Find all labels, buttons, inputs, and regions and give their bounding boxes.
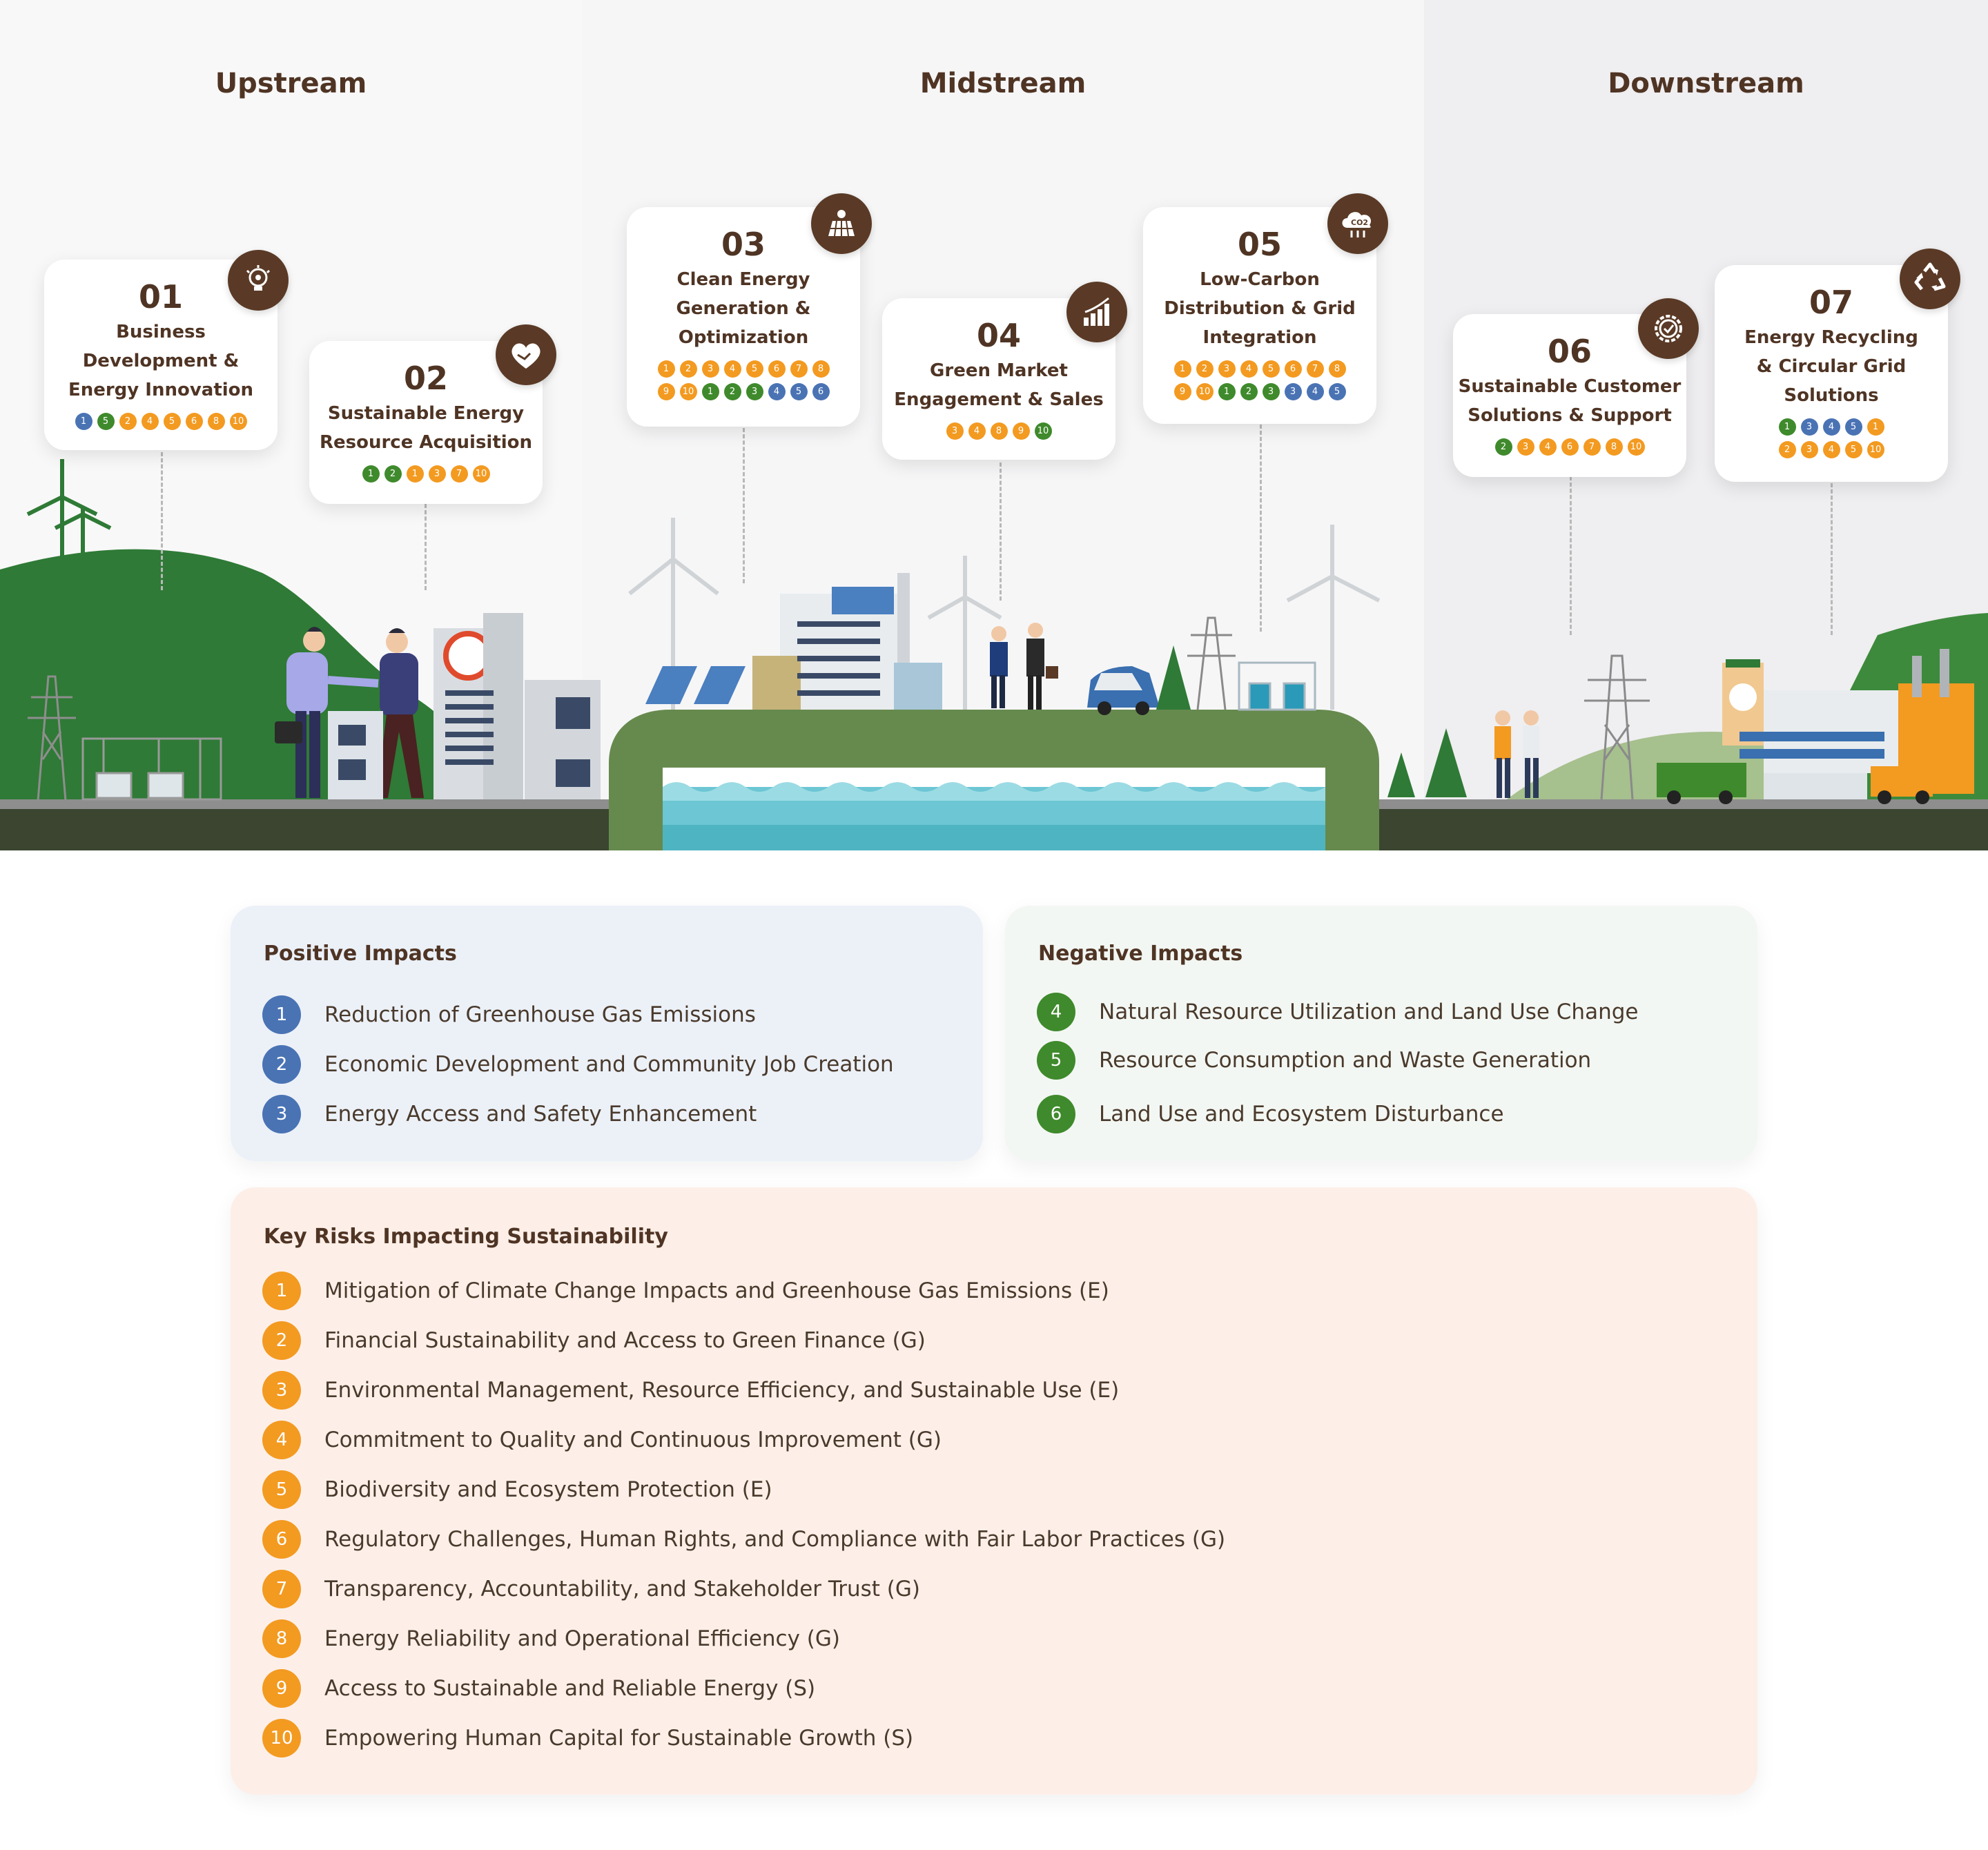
midstream-title: Midstream [919,68,1086,99]
connector-06 [1570,476,1572,635]
impact-dot-blue: 4 [1307,383,1324,400]
risk-item [262,1719,913,1758]
handshake-heart-icon [496,324,556,385]
impact-dot-orange: 6 [768,360,786,378]
stage-name: Sustainable Energy Resource Acquisition [319,403,533,453]
risk-item [262,1272,1109,1310]
risk-text: Environmental Management, Resource Efficiency, and Sustainable Use (E) [324,1378,1120,1403]
positive-text: Economic Development and Community Job Creation [324,1052,894,1077]
impact-dot-orange: 8 [1329,360,1346,378]
positive-text: Reduction of Greenhouse Gas Emissions [324,1002,756,1027]
risk-text: Empowering Human Capital for Sustainable Growth (S) [324,1726,914,1751]
impact-dot-green: 3 [746,383,763,400]
impact-dot-orange: 7 [790,360,808,378]
negative-item [1037,993,1638,1031]
risk-item [262,1520,1225,1559]
stage-number: 02 [403,360,448,397]
positive-text: Energy Access and Safety Enhancement [324,1102,757,1127]
stage-name: Green Market Engagement & Sales [894,360,1104,410]
risk-item [262,1321,926,1360]
impact-dot-orange: 3 [1801,441,1818,458]
impact-dot-blue: 3 [1801,418,1818,436]
stage-number: 01 [138,278,183,315]
impact-dot-orange: 5 [1845,441,1862,458]
negative-item [1037,1095,1504,1133]
stage-impact-dots [44,413,277,430]
impact-dot-blue: 1 [75,413,92,430]
negative-text: Land Use and Ecosystem Disturbance [1099,1102,1504,1127]
impact-dot-orange: 1 [407,465,424,483]
negative-impacts-panel [1005,906,1757,1161]
connector-05 [1260,425,1262,632]
impact-dot-orange: 10 [473,465,490,483]
risk-text: Mitigation of Climate Change Impacts and Greenhouse Gas Emissions (E) [324,1278,1109,1303]
stage-number: 07 [1809,284,1853,321]
risk-badge: 3 [262,1371,301,1410]
impact-dot-blue: 3 [1285,383,1302,400]
risk-text: Biodiversity and Ecosystem Protection (E) [324,1477,772,1502]
risk-badge: 2 [262,1321,301,1360]
positive-impacts-title: Positive Impacts [264,942,457,966]
impact-dot-orange: 10 [1628,438,1645,456]
stage-impact-dots [309,465,543,483]
impact-dot-orange: 7 [1307,360,1324,378]
impact-dot-green: 1 [1779,418,1796,436]
impact-dot-green: 2 [1495,438,1512,456]
impact-dot-green: 2 [724,383,741,400]
risk-badge: 8 [262,1619,301,1658]
negative-badge: 5 [1037,1041,1075,1080]
impact-dot-green: 1 [1218,383,1236,400]
risk-badge: 6 [262,1520,301,1559]
stage-number: 05 [1237,226,1282,263]
impact-dot-orange: 2 [1779,441,1796,458]
key-risks-panel [231,1187,1757,1795]
impact-dot-blue: 5 [1329,383,1346,400]
negative-text: Natural Resource Utilization and Land Use Change [1099,1000,1639,1024]
stage-name: Clean Energy Generation & Optimization [676,269,811,348]
impact-dot-orange: 5 [746,360,763,378]
impact-dot-orange: 1 [1174,360,1191,378]
impact-dot-orange: 8 [991,422,1008,440]
solar-panels [645,666,746,704]
recycle-icon [1900,249,1960,309]
impact-dot-blue: 5 [1845,418,1862,436]
risk-text: Access to Sustainable and Reliable Energy (S) [324,1676,816,1701]
impact-dot-orange: 9 [1174,383,1191,400]
stage-number: 03 [721,226,766,263]
impact-dot-orange: 1 [1867,418,1884,436]
stage-name: Low-Carbon Distribution & Grid Integration [1164,269,1356,348]
risk-item [262,1669,815,1708]
impact-dot-green: 2 [1240,383,1258,400]
stage-name: Energy Recycling & Circular Grid Solutions [1744,327,1918,406]
solar-panel-icon [811,193,872,254]
stage-number: 06 [1547,333,1592,370]
negative-badge: 6 [1037,1095,1075,1133]
impact-dot-orange: 3 [1517,438,1534,456]
risk-text: Financial Sustainability and Access to Green Finance (G) [324,1328,926,1353]
impact-dot-orange: 4 [1240,360,1258,378]
impact-dot-green: 3 [1263,383,1280,400]
innovation-bulb-icon [228,250,289,311]
impact-dot-orange: 3 [946,422,964,440]
impact-dot-orange: 8 [1606,438,1623,456]
impact-dot-green: 5 [97,413,115,430]
risk-text: Regulatory Challenges, Human Rights, and Compliance with Fair Labor Practices (G) [324,1527,1226,1552]
risk-text: Commitment to Quality and Continuous Improvement (G) [324,1428,942,1452]
impact-dot-orange: 2 [680,360,697,378]
impact-dot-orange: 3 [1218,360,1236,378]
risk-badge: 5 [262,1470,301,1509]
stage-name: Business Development & Energy Innovation [68,322,254,400]
impact-dot-orange: 5 [164,413,181,430]
positive-item [262,1095,757,1133]
mid-trees [1156,645,1191,710]
impact-dot-orange: 5 [1263,360,1280,378]
connector-03 [743,428,745,583]
left-wind-turbines [28,459,110,566]
impact-dot-orange: 8 [812,360,830,378]
risk-item [262,1619,840,1658]
positive-badge: 2 [262,1045,301,1084]
mid-power-plant [752,573,942,710]
stage-impact-dots [882,422,1115,440]
svg-text:CO2: CO2 [1351,218,1369,227]
impact-dot-orange: 7 [1583,438,1601,456]
impact-dot-orange: 4 [1539,438,1557,456]
risk-item [262,1371,1119,1410]
impact-dot-orange: 10 [680,383,697,400]
electric-car [1087,666,1160,715]
impact-dot-green: 1 [362,465,380,483]
impact-dot-green: 1 [702,383,719,400]
connector-02 [425,504,427,590]
negative-item [1037,1041,1591,1080]
mid-handshake-people [990,623,1058,710]
risk-item [262,1421,942,1459]
stage-impact-dots [1715,418,1948,458]
mid-substation [1239,663,1315,710]
impact-dot-orange: 10 [1196,383,1214,400]
downstream-title: Downstream [1608,68,1804,99]
impact-dot-orange: 6 [1561,438,1579,456]
positive-badge: 1 [262,995,301,1034]
impact-dot-orange: 1 [658,360,675,378]
impact-dot-orange: 6 [186,413,203,430]
stage-impact-dots [1143,360,1376,400]
negative-text: Resource Consumption and Waste Generation [1099,1048,1592,1073]
risk-badge: 4 [262,1421,301,1459]
stage-name: Sustainable Customer Solutions & Support [1458,376,1682,426]
positive-item [262,1045,894,1084]
impact-dot-orange: 3 [702,360,719,378]
impact-dot-orange: 6 [1285,360,1302,378]
risk-text: Transparency, Accountability, and Stakeholder Trust (G) [324,1577,921,1601]
impact-dot-blue: 4 [768,383,786,400]
impact-dot-orange: 7 [451,465,468,483]
impact-dot-orange: 3 [429,465,446,483]
impact-dot-orange: 4 [1823,441,1840,458]
left-hill [0,549,497,801]
upstream-title: Upstream [215,68,367,99]
impact-dot-blue: 5 [790,383,808,400]
impact-dot-orange: 8 [208,413,225,430]
risk-badge: 10 [262,1719,301,1758]
connector-07 [1831,483,1833,635]
impact-dot-orange: 9 [1013,422,1030,440]
risk-text: Energy Reliability and Operational Efficiency (G) [324,1626,840,1651]
growth-chart-icon [1066,282,1127,342]
impact-dot-green: 10 [1035,422,1052,440]
impact-dot-green: 2 [384,465,402,483]
risk-badge: 7 [262,1570,301,1608]
risk-badge: 9 [262,1669,301,1708]
positive-impacts-panel [231,906,983,1161]
stage-impact-dots [627,360,860,400]
positive-item [262,995,756,1034]
impact-dot-orange: 10 [230,413,247,430]
right-trees [1387,728,1467,797]
impact-dot-orange: 4 [724,360,741,378]
impact-dot-orange: 4 [142,413,159,430]
mid-pylon [1187,618,1236,710]
negative-badge: 4 [1037,993,1075,1031]
check-gear-icon [1638,298,1699,359]
value-chain-illustration [0,0,1988,850]
negative-impacts-title: Negative Impacts [1038,942,1243,966]
connector-01 [161,452,163,590]
key-risks-title: Key Risks Impacting Sustainability [264,1225,668,1249]
risk-item [262,1570,920,1608]
connector-04 [1000,463,1002,601]
impact-dot-orange: 10 [1867,441,1884,458]
impact-dot-blue: 4 [1823,418,1840,436]
stage-number: 04 [976,317,1021,354]
co2-cloud-icon [1327,193,1388,254]
impact-dot-orange: 9 [658,383,675,400]
stage-impact-dots [1453,438,1686,456]
impact-dot-orange: 2 [1196,360,1214,378]
risk-badge: 1 [262,1272,301,1310]
risk-item [262,1470,772,1509]
impact-dot-orange: 2 [119,413,137,430]
impact-dot-blue: 6 [812,383,830,400]
impact-dot-orange: 4 [968,422,986,440]
positive-badge: 3 [262,1095,301,1133]
